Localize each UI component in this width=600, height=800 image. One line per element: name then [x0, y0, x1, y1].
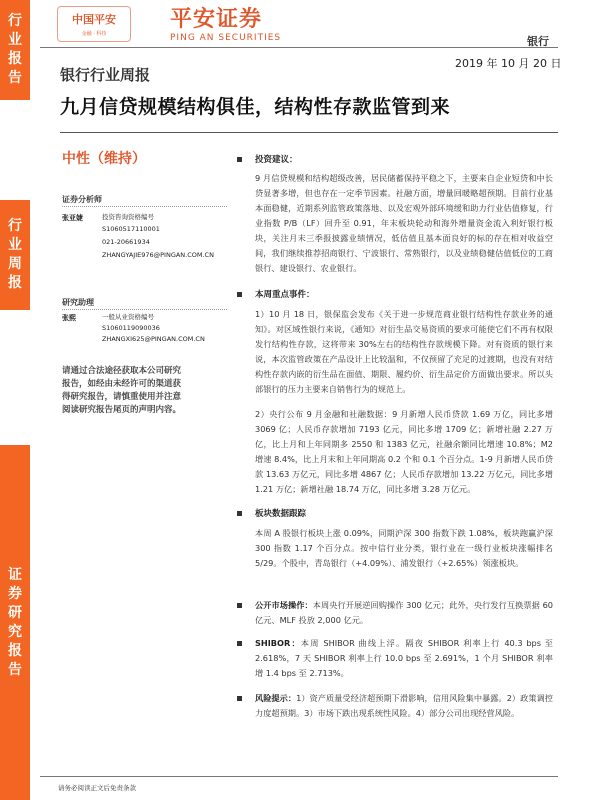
- logo-text: 中国平安: [72, 13, 116, 26]
- shibor-label: SHIBOR：: [255, 638, 301, 648]
- analyst-section-label: 证券分析师: [62, 195, 102, 204]
- bullet-icon: [237, 603, 242, 608]
- assistant-section-label: 研究助理: [62, 298, 94, 307]
- page-title: 九月信贷规模结构俱佳，结构性存款监管到来: [60, 96, 451, 118]
- sidebar-char: 券: [8, 585, 22, 602]
- events-paragraph-2: 2）央行公布 9 月金融和社融数据：9 月新增人民币贷款 1.69 万亿，同比多增 3069 亿；人民币存款增加 7193 亿元，同比多增 1709 亿；新增社融 2.27 万亿，比上月和上年同期多 2550 和 1383 亿元，社融余额同比增速 10.8%；M2 增速 8.4%，比上月末和上年同期高 0.2 个和 0.1 个百分点。1-9 月新增人民币贷款 13.63 万亿元，同比多增 4867 亿；人民币存款增加 13.22 万亿元，同比多增 1.21 万亿；新增社融 18.74 万亿，同比多增 3.28 万亿元。: [255, 409, 553, 494]
- sidebar-char: 研: [8, 604, 22, 621]
- sidebar-char: 告: [8, 661, 22, 678]
- brand-name-en: PING AN SECURITIES: [170, 33, 282, 43]
- sidebar-char: 业: [8, 32, 22, 48]
- sidebar-char: 行: [8, 13, 22, 29]
- sidebar-char: 周: [8, 256, 22, 272]
- report-type: 银行行业周报: [60, 66, 151, 84]
- analyst-divider: [62, 206, 227, 207]
- footer-divider: [40, 776, 558, 777]
- analyst-email[interactable]: ZHANGYAJIE976@PINGAN.COM.CN: [102, 251, 214, 259]
- logo-subtext: 金融 · 科技: [81, 31, 107, 37]
- bullet-icon: [237, 641, 242, 646]
- sidebar-bottom-label: [0, 445, 30, 800]
- assistant-email[interactable]: ZHANGXI625@PINGAN.COM.CN: [102, 335, 205, 343]
- market-label: 公开市场操作：: [255, 600, 313, 610]
- assistant-role: 一般从业资格编号: [102, 313, 154, 321]
- bullet-icon: [237, 696, 242, 701]
- sector-data-body: 本周 A 股银行板块上涨 0.09%，同期沪深 300 指数下跌 1.08%，板块跑赢沪深 300 指数 1.17 个百分点。按中信行业分类，银行业在一级行业板块涨幅排名 5/29。个股中，青岛银行（+4.09%）、浦发银行（+2.65%）领涨板块。: [255, 528, 553, 568]
- sidebar-char: 报: [8, 642, 22, 659]
- events-heading: 本周重点事件：: [255, 290, 315, 300]
- brand-name-cn: 平安证券: [170, 7, 263, 32]
- pingan-securities-brand: [170, 2, 281, 43]
- market-operations: [255, 598, 553, 628]
- analyst-info: [102, 213, 222, 260]
- shibor-body: 本周 SHIBOR 曲线上浮。隔夜 SHIBOR 利率上行 40.3 bps 至 2.618%，7 天 SHIBOR 利率上行 10.0 bps 至 2.691%，1 个月 SHIBOR 利率增 1.4 bps 至 2.713%。: [255, 638, 553, 678]
- sidebar-top-label: [0, 0, 30, 100]
- bullet-icon: [237, 511, 242, 516]
- sidebar-char: 报: [8, 275, 22, 291]
- assistant-info: [102, 313, 227, 344]
- sidebar-char: 业: [8, 237, 22, 253]
- sidebar-char: 报: [8, 51, 22, 67]
- bullet-icon: [237, 157, 242, 162]
- analyst-name: 张亚婕: [62, 214, 83, 222]
- analyst-cert: S1060517110001: [102, 225, 160, 233]
- assistant-divider: [62, 309, 227, 310]
- analyst-role: 投资咨询资格编号: [102, 213, 154, 221]
- sidebar-char: 告: [8, 70, 22, 86]
- rating-badge: 中性（维持）: [62, 151, 146, 167]
- analyst-phone: 021-20661934: [102, 238, 150, 246]
- risk-paragraph: [255, 691, 553, 721]
- sector-label: 银行: [527, 35, 549, 48]
- compliance-warning: 请通过合法途径获取本公司研究报告，如经由未经许可的渠道获得研究报告，请慎重使用并注意阅读研究报告尾页的声明内容。: [62, 366, 182, 415]
- risk-label: 风险提示：: [255, 693, 297, 703]
- sidebar-mid-label: [0, 200, 30, 310]
- sidebar-char: 证: [8, 566, 22, 583]
- pingan-group-logo: [57, 6, 131, 42]
- header-divider: [40, 47, 558, 48]
- sidebar-char: 究: [8, 623, 22, 640]
- market-body: 本周央行开展逆回购操作 300 亿元；此外，央行发行互换票据 60 亿元、MLF 投放 2,000 亿元。: [255, 600, 553, 625]
- advice-heading: 投资建议：: [255, 155, 298, 165]
- report-date: 2019 年 10 月 20 日: [455, 57, 562, 70]
- risk-body: 1）资产质量受经济超预期下滑影响，信用风险集中暴露。2）政策调控力度超预期。3）市场下跌出现系统性风险。4）部分公司出现经营风险。: [255, 693, 553, 718]
- footer-disclaimer: 请务必阅读正文后免责条款: [58, 784, 136, 792]
- sidebar-char: 行: [8, 218, 22, 234]
- assistant-cert: S1060119090036: [102, 324, 160, 332]
- assistant-name: 张熙: [62, 314, 76, 322]
- events-paragraph-1: 1）10 月 18 日，银保监会发布《关于进一步规范商业银行结构性存款业务的通知》。对区域性银行来说，《通知》对衍生品交易资质的要求可能使它们不再有权限发行结构性存款，这将带来 30%左右的结构性存款规模下降。对有资质的银行来说，本次监管政策在产品设计上比较温和，不仅预留了充足的过渡期，也没有对结构性存款内嵌的衍生品在面值、期限、履约价、衍生品定价方面做出要求。所以头部银行的压力主要来自销售行为的规范上。: [255, 309, 553, 394]
- title-divider: [60, 132, 558, 133]
- sector-data-heading: 板块数据跟踪: [255, 509, 307, 519]
- shibor-paragraph: [255, 636, 553, 681]
- bullet-icon: [237, 292, 242, 297]
- advice-body: 9 月信贷规模和结构超级改善，居民储蓄保持平稳之下，主要来自企业短贷和中长贷显著多增，但也存在一定季节因素。社融方面，增量回暖略超预期。目前行业基本面稳健，近期系列监管政策落地、以及宏观外部环境缓和助力行业估值修复，行业指数 P/B（LF）回升至 0.91，年末板块轮动和海外增量资金流入利好银行板块，关注月末三季报披露业绩情况，低估值且基本面良好的标的存在相对收益空间，我们继续推荐招商银行、宁波银行、常熟银行，以及业绩稳健估值低位的工商银行、建设银行、农业银行。: [255, 173, 553, 273]
